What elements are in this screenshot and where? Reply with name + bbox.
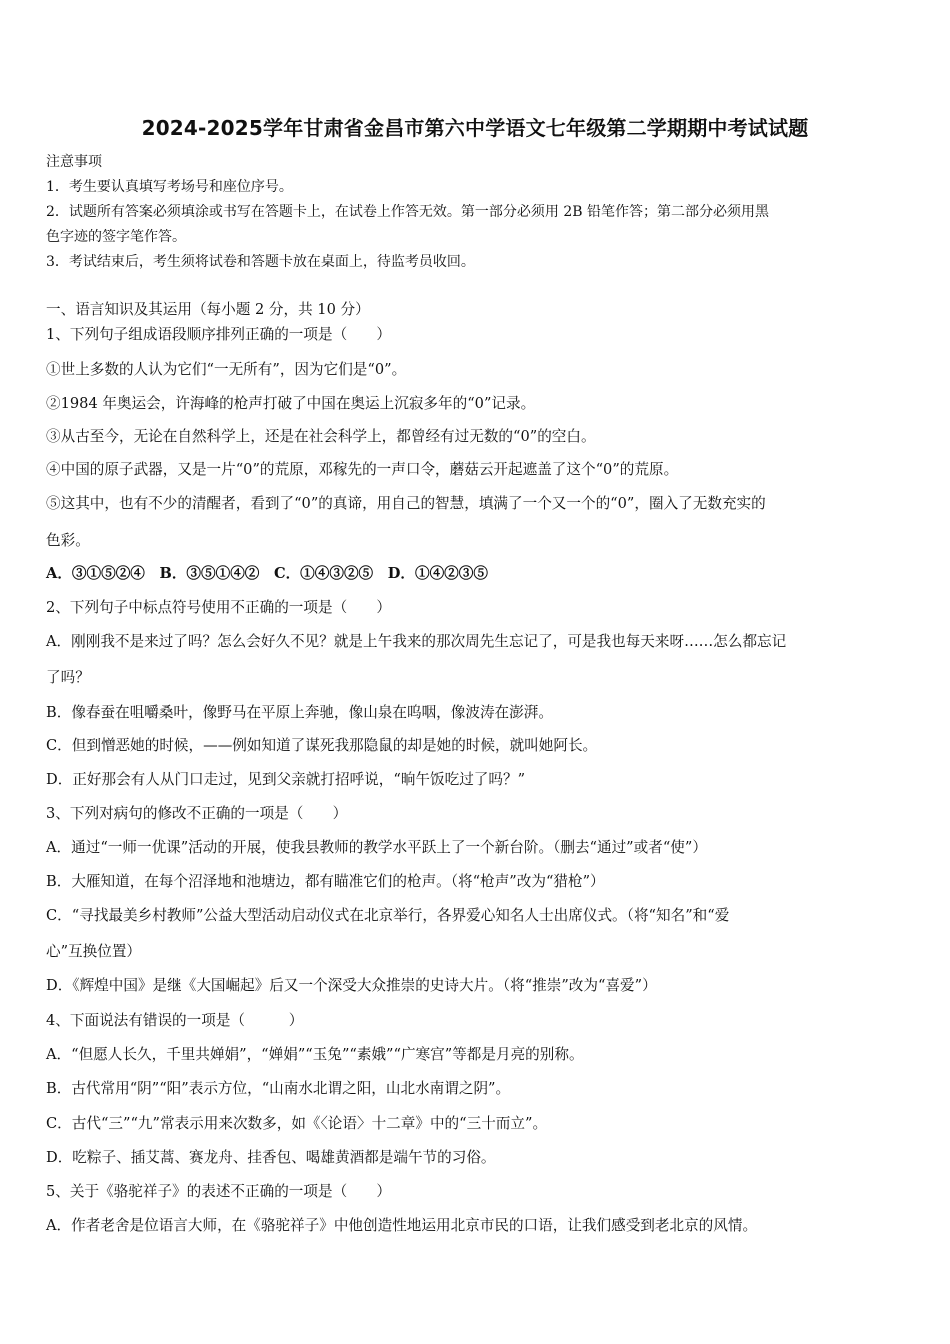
option-c: C．古代“三”“九”常表示用来次数多，如《〈论语〉十二章》中的“三十而立”。 — [46, 1115, 548, 1132]
sentence-5-cont: 色彩。 — [46, 532, 90, 549]
question-stem: 2、下列句子中标点符号使用不正确的一项是（ ） — [46, 599, 391, 616]
option-a: A．“但愿人长久，千里共婵娟”，“婵娟”“玉兔”“素娥”“广寒宫”等都是月亮的别称。 — [46, 1046, 584, 1063]
option-b: B．古代常用“阴”“阳”表示方位，“山南水北谓之阳，山北水南谓之阴”。 — [46, 1080, 511, 1097]
option-d: D．吃粽子、插艾蒿、赛龙舟、挂香包、喝雄黄酒都是端午节的习俗。 — [46, 1149, 496, 1166]
question-stem: 1、下列句子组成语段顺序排列正确的一项是（ ） — [46, 326, 391, 343]
option-b: B．大雁知道，在每个沼泽地和池塘边，都有瞄准它们的枪声。（将“枪声”改为“猎枪”） — [46, 873, 605, 890]
option-d: D．《辉煌中国》是继《大国崛起》后又一个深受大众推崇的史诗大片。（将“推崇”改为“喜爱”） — [46, 977, 657, 994]
notice-line-1: 1．考生要认真填写考场号和座位序号。 — [46, 179, 293, 195]
sentence-2: ②1984 年奥运会，许海峰的枪声打破了中国在奥运上沉寂多年的“0”记录。 — [46, 395, 536, 412]
option-a: A．刚刚我不是来过了吗？怎么会好久不见？就是上午我来的那次周先生忘记了，可是我也每天来呀……怎么都忘记 — [46, 633, 787, 650]
sentence-3: ③从古至今，无论在自然科学上，还是在社会科学上，都曾经有过无数的“0”的空白。 — [46, 428, 596, 445]
notice-line-3: 3．考试结束后，考生须将试卷和答题卡放在桌面上，待监考员收回。 — [46, 254, 475, 270]
notice-line-2-cont: 色字迹的签字笔作答。 — [46, 229, 186, 245]
sentence-5: ⑤这其中，也有不少的清醒者，看到了“0”的真谛，用自己的智慧，填满了一个又一个的“0”，圈入了无数充实的 — [46, 495, 766, 512]
notice-heading: 注意事项 — [46, 154, 102, 170]
option-a: A．通过“一师一优课”活动的开展，使我县教师的教学水平跃上了一个新台阶。（删去“通过”或者“使”） — [46, 839, 707, 856]
notice-line-2: 2．试题所有答案必须填涂或书写在答题卡上，在试卷上作答无效。第一部分必须用 2B 铅笔作答；第二部分必须用黑 — [46, 204, 769, 220]
option-c-cont: 心”互换位置） — [46, 943, 142, 960]
page-title: 2024-2025学年甘肃省金昌市第六中学语文七年级第二学期期中考试试题 — [141, 116, 809, 140]
section-heading: 一、语言知识及其运用（每小题 2 分，共 10 分） — [46, 301, 370, 318]
option-d: D．正好那会有人从门口走过，见到父亲就打招呼说，“晌午饭吃过了吗？” — [46, 771, 526, 788]
sentence-1: ①世上多数的人认为它们“一无所有”，因为它们是“0”。 — [46, 361, 407, 378]
option-c: C．但到憎恶她的时候，——例如知道了谋死我那隐鼠的却是她的时候，就叫她阿长。 — [46, 737, 598, 754]
question-stem: 3、下列对病句的修改不正确的一项是（ ） — [46, 805, 348, 822]
option-a-cont: 了吗？ — [46, 669, 90, 686]
option-a: A．作者老舍是位语言大师，在《骆驼祥子》中他创造性地运用北京市民的口语，让我们感受到老北京的风情。 — [46, 1217, 758, 1234]
option-b: B．像春蚕在咀嚼桑叶，像野马在平原上奔驰，像山泉在呜咽，像波涛在澎湃。 — [46, 704, 553, 721]
answer-options: A．③①⑤②④ B．③⑤①④② C．①④③②⑤ D．①④②③⑤ — [46, 565, 488, 582]
sentence-4: ④中国的原子武器，又是一片“0”的荒原，邓稼先的一声口令，蘑菇云开起遮盖了这个“0”的荒原。 — [46, 461, 679, 478]
option-c: C．“寻找最美乡村教师”公益大型活动启动仪式在北京举行，各界爱心知名人士出席仪式。（将“知名”和“爱 — [46, 907, 730, 924]
question-stem: 5、关于《骆驼祥子》的表述不正确的一项是（ ） — [46, 1183, 391, 1200]
question-stem: 4、下面说法有错误的一项是（ ） — [46, 1012, 304, 1029]
